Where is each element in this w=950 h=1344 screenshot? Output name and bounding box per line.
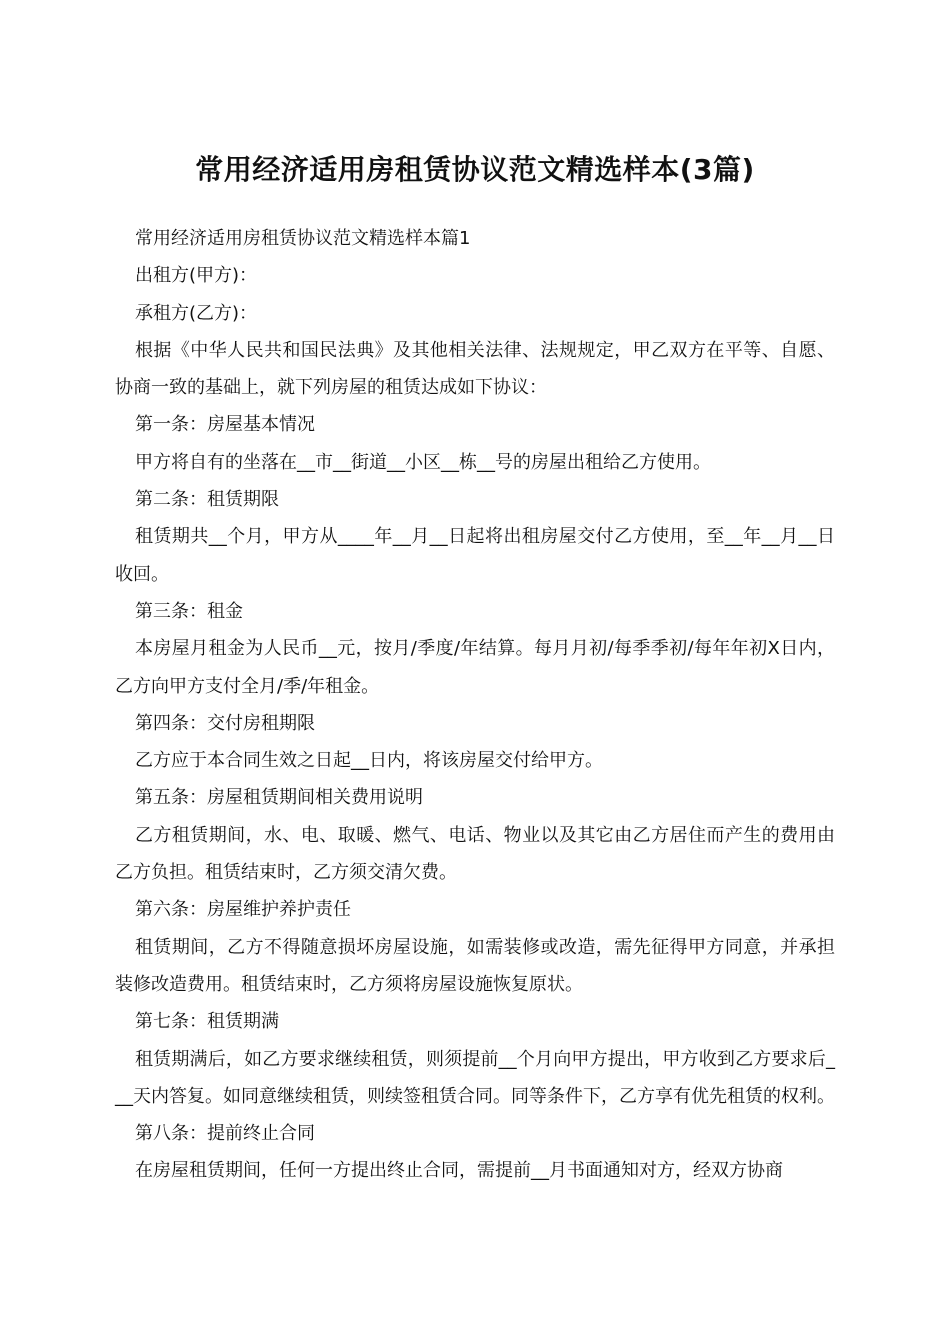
document-title: 常用经济适用房租赁协议范文精选样本(3篇) (195, 152, 755, 186)
section-heading: 常用经济适用房租赁协议范文精选样本篇1 (135, 228, 471, 249)
document-body (115, 220, 835, 1190)
lessee-line: 承租方(乙方)： (135, 302, 258, 324)
preamble-paragraph: 根据《中华人民共和国民法典》及其他相关法律、法规规定，甲乙双方在平等、自愿、协商一致的基础上，就下列房屋的租赁达成如下协议： (115, 339, 835, 399)
article-5-text: 乙方租赁期间，水、电、取暖、燃气、电话、物业以及其它由乙方居住而产生的费用由乙方负担。租赁结束时，乙方须交清欠费。 (115, 824, 835, 884)
article-7-heading: 第七条：租赁期满 (135, 1011, 279, 1033)
article-6-heading: 第六条：房屋维护养护责任 (135, 899, 351, 921)
article-3-text: 本房屋月租金为人民币__元，按月/季度/年结算。每月月初/每季季初/每年年初X日内，乙方向甲方支付全月/季/年租金。 (115, 638, 835, 697)
article-2-text: 租赁期共__个月，甲方从____年__月__日起将出租房屋交付乙方使用，至__年__月__日收回。 (115, 526, 835, 585)
article-6-text: 租赁期间，乙方不得随意损坏房屋设施，如需装修或改造，需先征得甲方同意，并承担装修改造费用。租赁结束时，乙方须将房屋设施恢复原状。 (115, 936, 835, 995)
article-8-heading: 第八条：提前终止合同 (135, 1123, 315, 1145)
article-8-text: 在房屋租赁期间，任何一方提出终止合同，需提前__月书面通知对方，经双方协商 (135, 1160, 783, 1182)
lessor-line: 出租方(甲方)： (135, 265, 258, 287)
article-5-heading: 第五条：房屋租赁期间相关费用说明 (135, 787, 423, 809)
article-3-heading: 第三条：租金 (135, 600, 243, 622)
article-2-heading: 第二条：租赁期限 (135, 489, 279, 511)
article-4-text: 乙方应于本合同生效之日起__日内，将该房屋交付给甲方。 (135, 750, 603, 772)
article-7-text: 租赁期满后，如乙方要求继续租赁，则须提前__个月向甲方提出，甲方收到乙方要求后___天内答复。如同意继续租赁，则续签租赁合同。同等条件下，乙方享有优先租赁的权利。 (115, 1048, 835, 1107)
article-1-text: 甲方将自有的坐落在__市__街道__小区__栋__号的房屋出租给乙方使用。 (135, 451, 711, 473)
article-4-heading: 第四条：交付房租期限 (135, 712, 315, 734)
article-1-heading: 第一条：房屋基本情况 (135, 414, 315, 436)
